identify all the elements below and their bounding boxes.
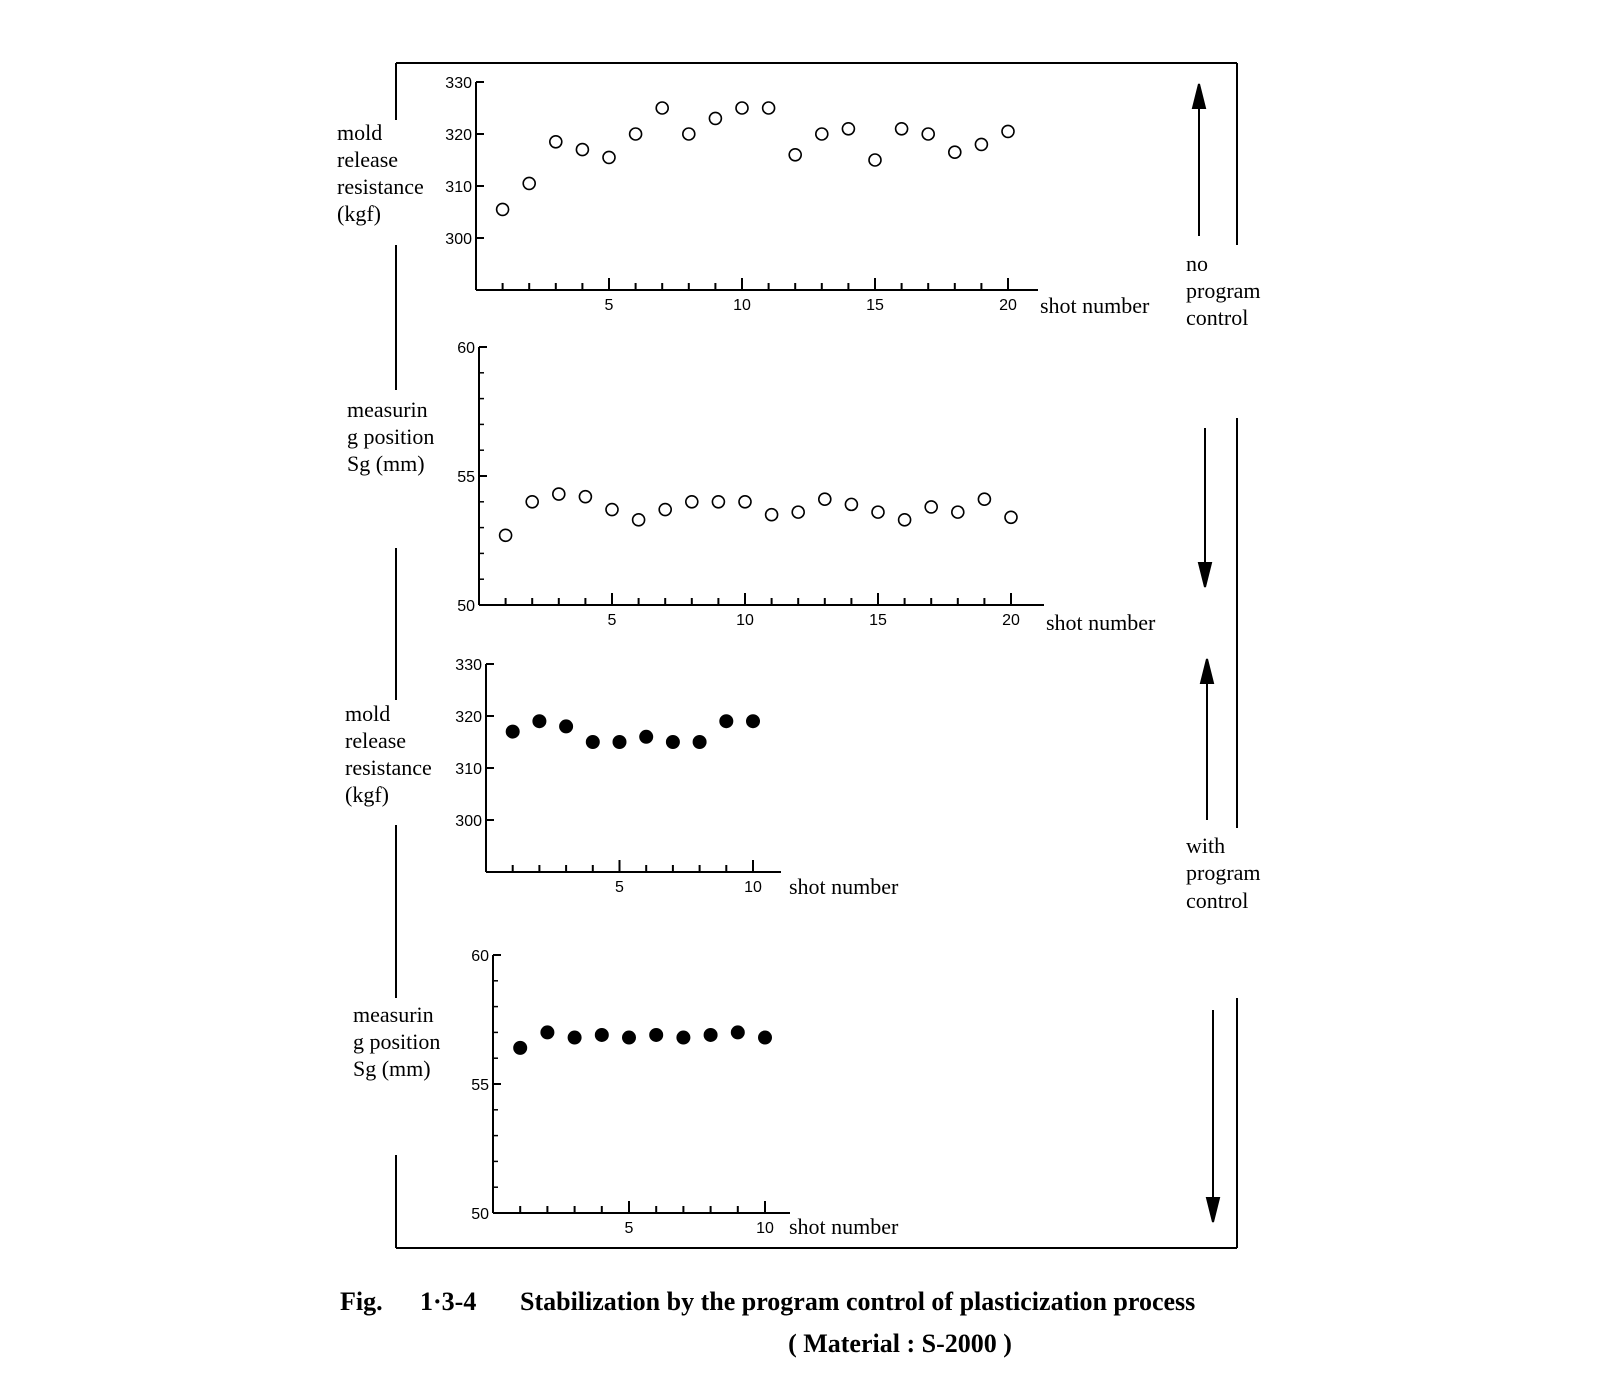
data-point [514,1041,527,1054]
y-axis-label-line: (kgf) [345,782,389,807]
data-point [922,128,934,140]
data-point [576,144,588,156]
x-tick-label: 5 [615,879,624,896]
caption-number: 1·3-4 [420,1287,477,1316]
side-label-with-control [1186,833,1261,913]
y-axis-label-line: g position [347,424,435,449]
y-tick-label: 320 [445,127,472,144]
y-axis-label-line: mold [345,701,391,726]
data-point [656,102,668,114]
y-axis-label-line: release [345,728,407,753]
data-point [666,736,679,749]
side-label-with-line-2: program [1186,860,1261,885]
data-point [975,138,987,150]
chart-measuring-position-with-control [353,948,899,1239]
data-point [720,715,733,728]
data-point [925,501,937,513]
y-tick-label: 55 [471,1077,489,1094]
side-label-no-control [1186,251,1261,330]
y-axis-label-line: measurin [353,1002,434,1027]
data-point [736,102,748,114]
data-point [842,123,854,135]
data-point [709,112,721,124]
data-point [606,504,618,516]
data-point [579,491,591,503]
x-tick-label: 10 [733,297,751,314]
y-tick-label: 50 [457,598,475,615]
data-point [952,506,964,518]
y-tick-label: 330 [455,657,482,674]
data-point [712,496,724,508]
y-axis-label-line: (kgf) [337,201,381,226]
data-point [896,123,908,135]
data-point [686,496,698,508]
data-point [633,514,645,526]
data-point [739,496,751,508]
data-point [693,736,706,749]
arrow-up-top [1193,84,1205,236]
side-label-no-line-3: control [1186,305,1249,330]
data-point [526,496,538,508]
figure-caption [340,1287,1195,1358]
data-point [623,1031,636,1044]
side-label-no-line-2: program [1186,278,1261,303]
y-axis-label-line: Sg (mm) [353,1056,431,1081]
caption-material: ( Material : S-2000 ) [788,1329,1012,1358]
data-point [497,203,509,215]
data-point [500,529,512,541]
data-point [683,128,695,140]
data-point [872,506,884,518]
x-tick-label: 20 [1002,612,1020,629]
data-point [766,509,778,521]
y-tick-label: 300 [455,813,482,830]
data-point [816,128,828,140]
data-point [630,128,642,140]
x-tick-label: 20 [999,297,1017,314]
data-point [759,1031,772,1044]
data-point [899,514,911,526]
data-point [845,498,857,510]
x-axis-title: shot number [789,1214,899,1239]
data-point [659,504,671,516]
frame [396,63,1237,1248]
arrow-down-fourth [1207,1010,1219,1222]
data-point [603,151,615,163]
data-point [568,1031,581,1044]
x-tick-label: 15 [869,612,887,629]
y-tick-label: 310 [445,179,472,196]
x-tick-label: 10 [736,612,754,629]
x-tick-label: 10 [744,879,762,896]
data-point [704,1028,717,1041]
data-point [747,715,760,728]
data-point [640,730,653,743]
data-point [560,720,573,733]
x-tick-label: 5 [624,1220,634,1237]
data-point [819,493,831,505]
y-tick-label: 320 [455,709,482,726]
data-point [523,177,535,189]
x-axis-title: shot number [789,874,899,899]
data-point [731,1026,744,1039]
data-point [553,488,565,500]
data-point [650,1028,663,1041]
arrow-up-third [1201,659,1213,820]
data-point [541,1026,554,1039]
y-axis-label-line: measurin [347,397,428,422]
y-tick-label: 60 [471,948,489,965]
data-point [763,102,775,114]
y-axis-label-line: resistance [337,174,424,199]
data-point [586,736,599,749]
data-point [1005,511,1017,523]
data-point [978,493,990,505]
chart-mold-release-no-control [337,75,1150,318]
arrow-down-second [1199,428,1211,587]
x-tick-label: 5 [604,297,614,314]
caption-fig: Fig. [340,1287,383,1316]
data-point [533,715,546,728]
data-point [949,146,961,158]
y-axis-label-line: g position [353,1029,441,1054]
data-point [789,149,801,161]
data-point [792,506,804,518]
y-tick-label: 50 [471,1206,489,1223]
data-point [613,736,626,749]
data-point [1002,125,1014,137]
x-tick-label: 15 [866,297,884,314]
y-tick-label: 55 [457,469,475,486]
y-axis-label-line: release [337,147,399,172]
y-tick-label: 60 [457,340,475,357]
side-label-with-line-3: control [1186,888,1249,913]
x-tick-label: 10 [756,1220,774,1237]
y-tick-label: 310 [455,761,482,778]
y-axis-label-line: resistance [345,755,432,780]
data-point [677,1031,690,1044]
chart-mold-release-with-control [345,657,899,899]
x-tick-label: 5 [607,612,617,629]
x-axis-title: shot number [1040,293,1150,318]
data-point [869,154,881,166]
side-label-with-line-1: with [1186,833,1226,858]
y-axis-label-line: mold [337,120,383,145]
data-point [506,725,519,738]
x-axis-title: shot number [1046,610,1156,635]
y-tick-label: 300 [445,231,472,248]
data-point [595,1028,608,1041]
chart-measuring-position-no-control [347,340,1156,635]
y-axis-label-line: Sg (mm) [347,451,425,476]
side-label-no-line-1: no [1186,251,1208,276]
y-tick-label: 330 [445,75,472,92]
data-point [550,136,562,148]
caption-title: Stabilization by the program control of plasticization process [520,1287,1196,1316]
